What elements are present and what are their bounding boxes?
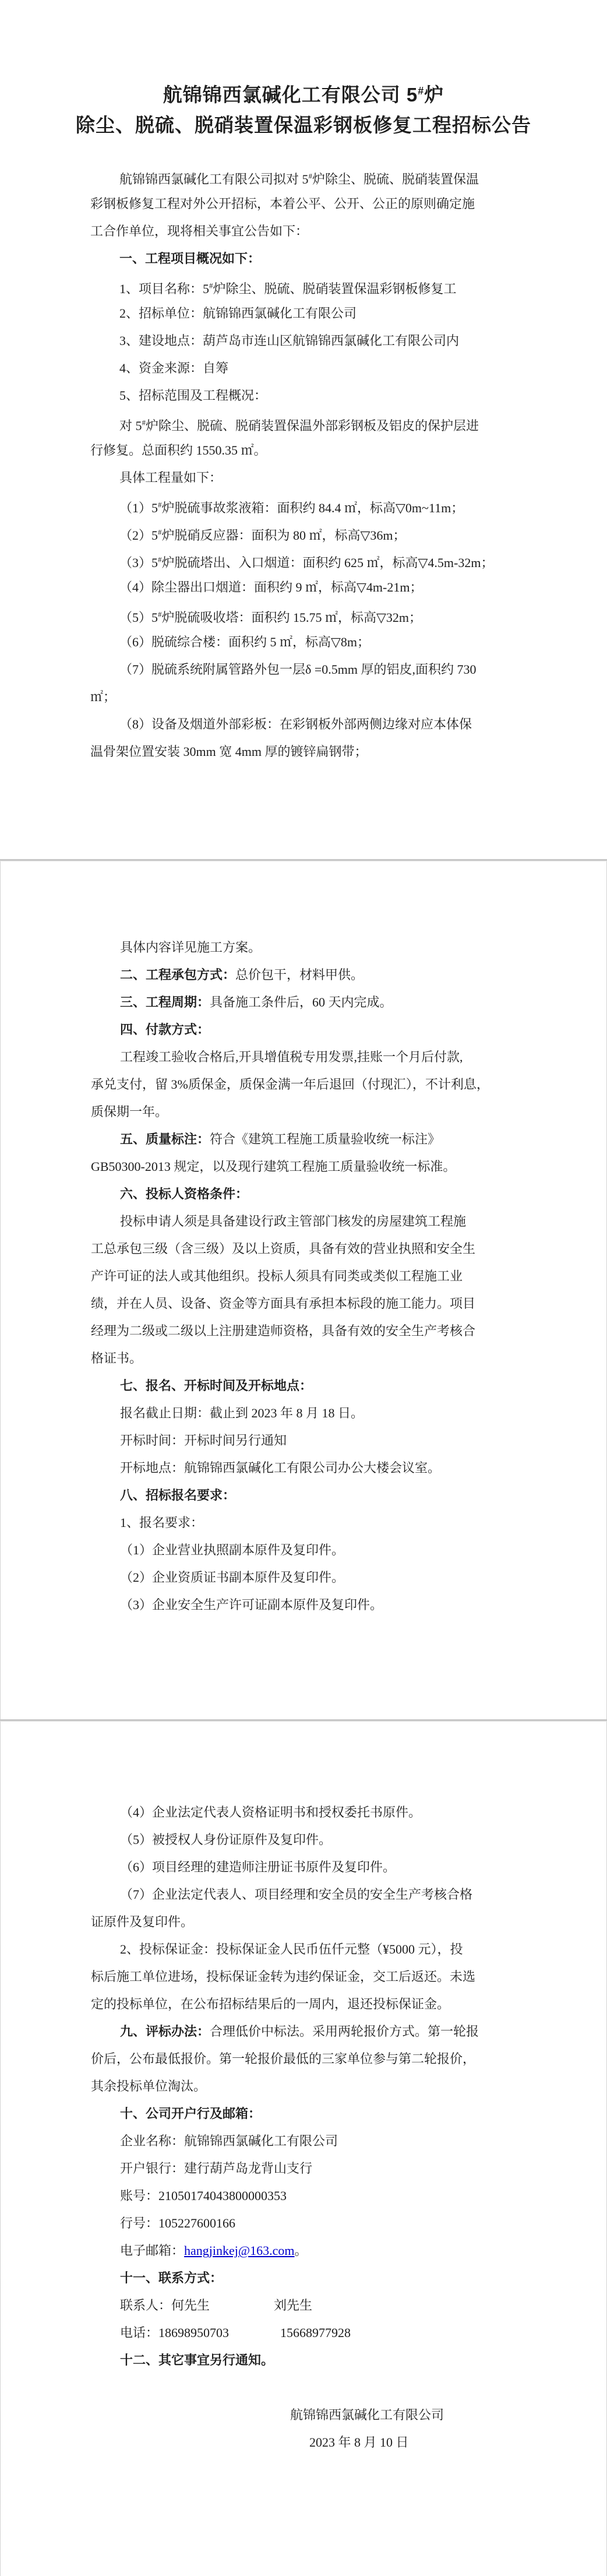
doc-line (90, 491, 549, 519)
doc-line (91, 1990, 548, 2018)
body-text: 1、项目名称：5#炉除尘、脱硫、脱硝装置保温彩钢板修复工 (119, 281, 457, 297)
body-text: ㎡； (90, 689, 117, 704)
body-text: 报名截止日期：截止到 2023 年 8 月 18 日。 (120, 1406, 364, 1420)
doc-heading-line (91, 2346, 548, 2374)
doc-line (90, 656, 549, 683)
body-text: 合理低价中标法。采用两轮报价方式。第一轮报 (210, 2024, 479, 2039)
body-text: 总价包干，材料甲供。 (235, 967, 364, 982)
heading-text: 五、质量标注： (120, 1132, 210, 1146)
doc-line (91, 934, 548, 961)
doc-line (90, 382, 549, 409)
page-1-body (0, 163, 607, 765)
body-text: 定的投标单位，在公布招标结果后的一周内，退还投标保证金。 (91, 1997, 450, 2011)
doc-line (91, 1454, 548, 1481)
body-text: 航锦锦西氯碱化工有限公司拟对 5#炉除尘、脱硫、脱硝装置保温 (119, 172, 479, 187)
title-text: 炉 (424, 84, 444, 105)
doc-line (90, 327, 549, 354)
body-text: 经理为二级或二级以上注册建造师资格，具备有效的安全生产考核合 (91, 1324, 476, 1338)
doc-line (91, 2155, 548, 2182)
doc-heading-line (91, 2018, 548, 2045)
body-text: （1）企业营业执照副本原件及复印件。 (120, 1543, 345, 1557)
body-text: 绩，并在人员、设备、资金等方面具有承担本标段的施工能力。项目 (91, 1296, 476, 1311)
doc-line (90, 163, 549, 190)
body-text: 2023 年 8 月 10 日 (309, 2435, 409, 2450)
doc-line (90, 217, 549, 245)
body-text: （5）5#炉脱硫吸收塔：面积约 15.75 ㎡，标高▽32m； (119, 610, 422, 625)
doc-line (91, 1043, 548, 1071)
body-text: 。 (294, 2243, 308, 2258)
doc-line (91, 2045, 548, 2072)
heading-text: 十一、联系方式： (120, 2271, 223, 2285)
body-text: 3、建设地点：葫芦岛市连山区航锦锦西氯碱化工有限公司内 (119, 333, 460, 348)
body-text: （3）企业安全生产许可证副本原件及复印件。 (120, 1597, 383, 1612)
body-text: 2、招标单位：航锦锦西氯碱化工有限公司 (119, 306, 357, 321)
body-text: 5、招标范围及工程概况： (119, 388, 267, 403)
doc-line (91, 1881, 548, 1908)
heading-text: 一、工程项目概况如下： (119, 251, 261, 266)
doc-line (91, 2374, 548, 2401)
doc-line (91, 1098, 548, 1125)
body-text: 工程竣工验收合格后,开具增值税专用发票,挂账一个月后付款, (120, 1050, 463, 1064)
doc-heading-line (91, 1016, 548, 1043)
doc-line (90, 683, 549, 710)
body-text: 账号：21050174043800000353 (120, 2188, 287, 2203)
body-text: 行号：105227600166 (120, 2216, 236, 2230)
body-text: （8）设备及烟道外部彩板：在彩钢板外部两侧边缘对应本体保 (119, 717, 472, 731)
body-text: （4）除尘器出口烟道：面积约 9 ㎡，标高▽4m-21m； (119, 580, 423, 594)
doc-line (91, 1290, 548, 1317)
doc-line (90, 190, 549, 217)
body-text: 证原件及复印件。 (91, 1915, 194, 1929)
body-text: 符合《建筑工程施工质量验收统一标注》 (210, 1132, 441, 1146)
body-text: GB50300-2013 规定，以及现行建筑工程施工质量验收统一标准。 (91, 1159, 456, 1174)
doc-line (91, 2237, 548, 2264)
title-text: 航锦锦西氯碱化工有限公司 5 (163, 84, 418, 105)
email-link[interactable]: hangjinkej@163.com (184, 2243, 295, 2258)
heading-text: 十二、其它事宜另行通知。 (120, 2353, 274, 2367)
doc-heading-line (91, 1372, 548, 1399)
doc-line (91, 1071, 548, 1098)
body-text: 具体内容详见施工方案。 (120, 940, 262, 955)
doc-line (91, 2292, 548, 2319)
doc-line (90, 519, 549, 546)
doc-line (90, 601, 549, 628)
doc-heading-line (91, 988, 548, 1016)
doc-line (90, 300, 549, 327)
doc-title-line1 (0, 76, 607, 110)
body-text: 联系人：何先生 刘先生 (120, 2298, 313, 2313)
doc-line (91, 1591, 548, 1618)
body-text: 标后施工单位进场，投标保证金转为违约保证金，交工后返还。未选 (91, 1969, 476, 1984)
doc-line (90, 738, 549, 765)
doc-heading-line (91, 2100, 548, 2127)
doc-line (91, 1536, 548, 1564)
body-text: 行修复。总面积约 1550.35 ㎡。 (90, 443, 267, 458)
doc-line (90, 710, 549, 738)
heading-text: 六、投标人资格条件： (120, 1187, 249, 1201)
body-text: （7）企业法定代表人、项目经理和安全员的安全生产考核合格 (120, 1887, 473, 1902)
doc-line (90, 437, 549, 464)
body-text: 投标申请人须是具备建设行政主管部门核发的房屋建筑工程施 (120, 1214, 467, 1229)
heading-text: 七、报名、开标时间及开标地点： (120, 1378, 313, 1393)
body-text: 4、资金来源：自筹 (119, 361, 229, 375)
body-text: 温骨架位置安装 30mm 宽 4mm 厚的镀锌扁钢带； (90, 744, 368, 759)
body-text: （6）项目经理的建造师注册证书原件及复印件。 (120, 1860, 396, 1874)
doc-line (91, 1509, 548, 1536)
doc-line (91, 1153, 548, 1180)
doc-line (91, 2209, 548, 2237)
doc-line (91, 2319, 548, 2346)
doc-heading-line (91, 2264, 548, 2292)
body-text: （5）被授权人身份证原件及复印件。 (120, 1832, 332, 1847)
body-text: 工合作单位，现将相关事宜公告如下： (90, 224, 309, 238)
body-text: （4）企业法定代表人资格证明书和授权委托书原件。 (120, 1805, 422, 1820)
body-text: （1）5#炉脱硫事故浆液箱：面积约 84.4 ㎡，标高▽0m~11m； (119, 501, 464, 516)
doc-heading-line (90, 245, 549, 272)
doc-line (91, 1564, 548, 1591)
doc-line (90, 272, 549, 300)
heading-text: 二、工程承包方式： (120, 967, 236, 982)
body-text: 开标地点：航锦锦西氯碱化工有限公司办公大楼会议室。 (120, 1461, 441, 1475)
body-text: 质保期一年。 (91, 1104, 168, 1119)
title-superscript: # (418, 85, 425, 97)
heading-text: 九、评标办法： (120, 2024, 210, 2039)
document-page-3 (0, 1722, 607, 2576)
doc-line (91, 1853, 548, 1881)
doc-line (90, 354, 549, 382)
body-text: 彩钢板修复工程对外公开招标，本着公平、公开、公正的原则确定施 (90, 196, 475, 211)
doc-line (91, 1908, 548, 1935)
heading-text: 八、招标报名要求： (120, 1488, 236, 1502)
doc-line (91, 1235, 548, 1262)
body-text: 开标时间：开标时间另行通知 (120, 1433, 287, 1448)
page-3-body (1, 1722, 606, 2456)
doc-line (91, 2072, 548, 2100)
page-2-body (1, 861, 606, 1618)
body-text: 价后，公布最低报价。第一轮报价最低的三家单位参与第二轮报价， (91, 2051, 476, 2066)
body-text: 1、报名要求： (120, 1515, 204, 1530)
document-page-1 (0, 0, 607, 859)
doc-title-block (0, 0, 607, 140)
body-text: 承兑支付，留 3%质保金，质保金满一年后退回（付现汇），不计利息， (91, 1077, 489, 1092)
doc-line (91, 1208, 548, 1235)
doc-line (91, 1427, 548, 1454)
doc-line (91, 1826, 548, 1853)
body-text: （7）脱硫系统附属管路外包一层δ =0.5mm 厚的铝皮,面积约 730 (119, 662, 477, 677)
body-text: （2）企业资质证书副本原件及复印件。 (120, 1570, 345, 1585)
doc-line (91, 2127, 548, 2155)
heading-text: 三、工程周期： (120, 995, 210, 1009)
document-page-2 (0, 861, 607, 1719)
doc-line (90, 628, 549, 656)
doc-line (90, 546, 549, 573)
doc-line (91, 1935, 548, 1963)
body-text: 对 5#炉除尘、脱硫、脱硝装置保温外部彩钢板及铝皮的保护层进 (119, 418, 479, 434)
heading-text: 四、付款方式： (120, 1022, 210, 1037)
heading-text: 十、公司开户行及邮箱： (120, 2106, 262, 2121)
doc-heading-line (91, 1481, 548, 1509)
doc-line (91, 1963, 548, 1990)
body-text: 2、投标保证金：投标保证金人民币伍仟元整（¥5000 元），投 (120, 1942, 463, 1956)
body-text: （2）5#炉脱硝反应器：面积为 80 ㎡，标高▽36m； (119, 528, 406, 543)
body-text: （3）5#炉脱硫塔出、入口烟道：面积约 625 ㎡，标高▽4.5m-32m； (119, 555, 494, 571)
doc-line (90, 573, 549, 601)
body-text: 电子邮箱： (120, 2243, 185, 2258)
doc-line (91, 2182, 548, 2209)
body-text: 其余投标单位淘汰。 (91, 2079, 207, 2093)
doc-line (91, 1317, 548, 1345)
doc-heading-line (91, 1180, 548, 1208)
body-text: 电话：18698950703 15668977928 (120, 2325, 351, 2340)
body-text: 航锦锦西氯碱化工有限公司 (290, 2408, 444, 2422)
body-text: 产许可证的法人或其他组织。投标人须具有同类或类似工程施工业 (91, 1269, 463, 1283)
body-text: 具体工程量如下： (119, 470, 223, 485)
doc-line (91, 2401, 548, 2429)
doc-line (91, 2429, 548, 2456)
doc-line (91, 1345, 548, 1372)
doc-line (90, 464, 549, 491)
body-text: 企业名称：航锦锦西氯碱化工有限公司 (120, 2134, 338, 2148)
doc-title-line2: 除尘、脱硫、脱硝装置保温彩钢板修复工程招标公告 (76, 114, 531, 136)
body-text: 开户银行：建行葫芦岛龙背山支行 (120, 2161, 313, 2176)
body-text: （6）脱硫综合楼：面积约 5 ㎡，标高▽8m； (119, 635, 370, 649)
body-text: 格证书。 (91, 1351, 143, 1366)
doc-line (91, 1262, 548, 1290)
doc-line (91, 1399, 548, 1427)
doc-line (90, 409, 549, 437)
body-text: 具备施工条件后，60 天内完成。 (210, 995, 393, 1009)
doc-heading-line (91, 961, 548, 988)
doc-heading-line (91, 1125, 548, 1153)
doc-line (91, 1799, 548, 1826)
body-text: 工总承包三级（含三级）及以上资质，具备有效的营业执照和安全生 (91, 1241, 476, 1256)
